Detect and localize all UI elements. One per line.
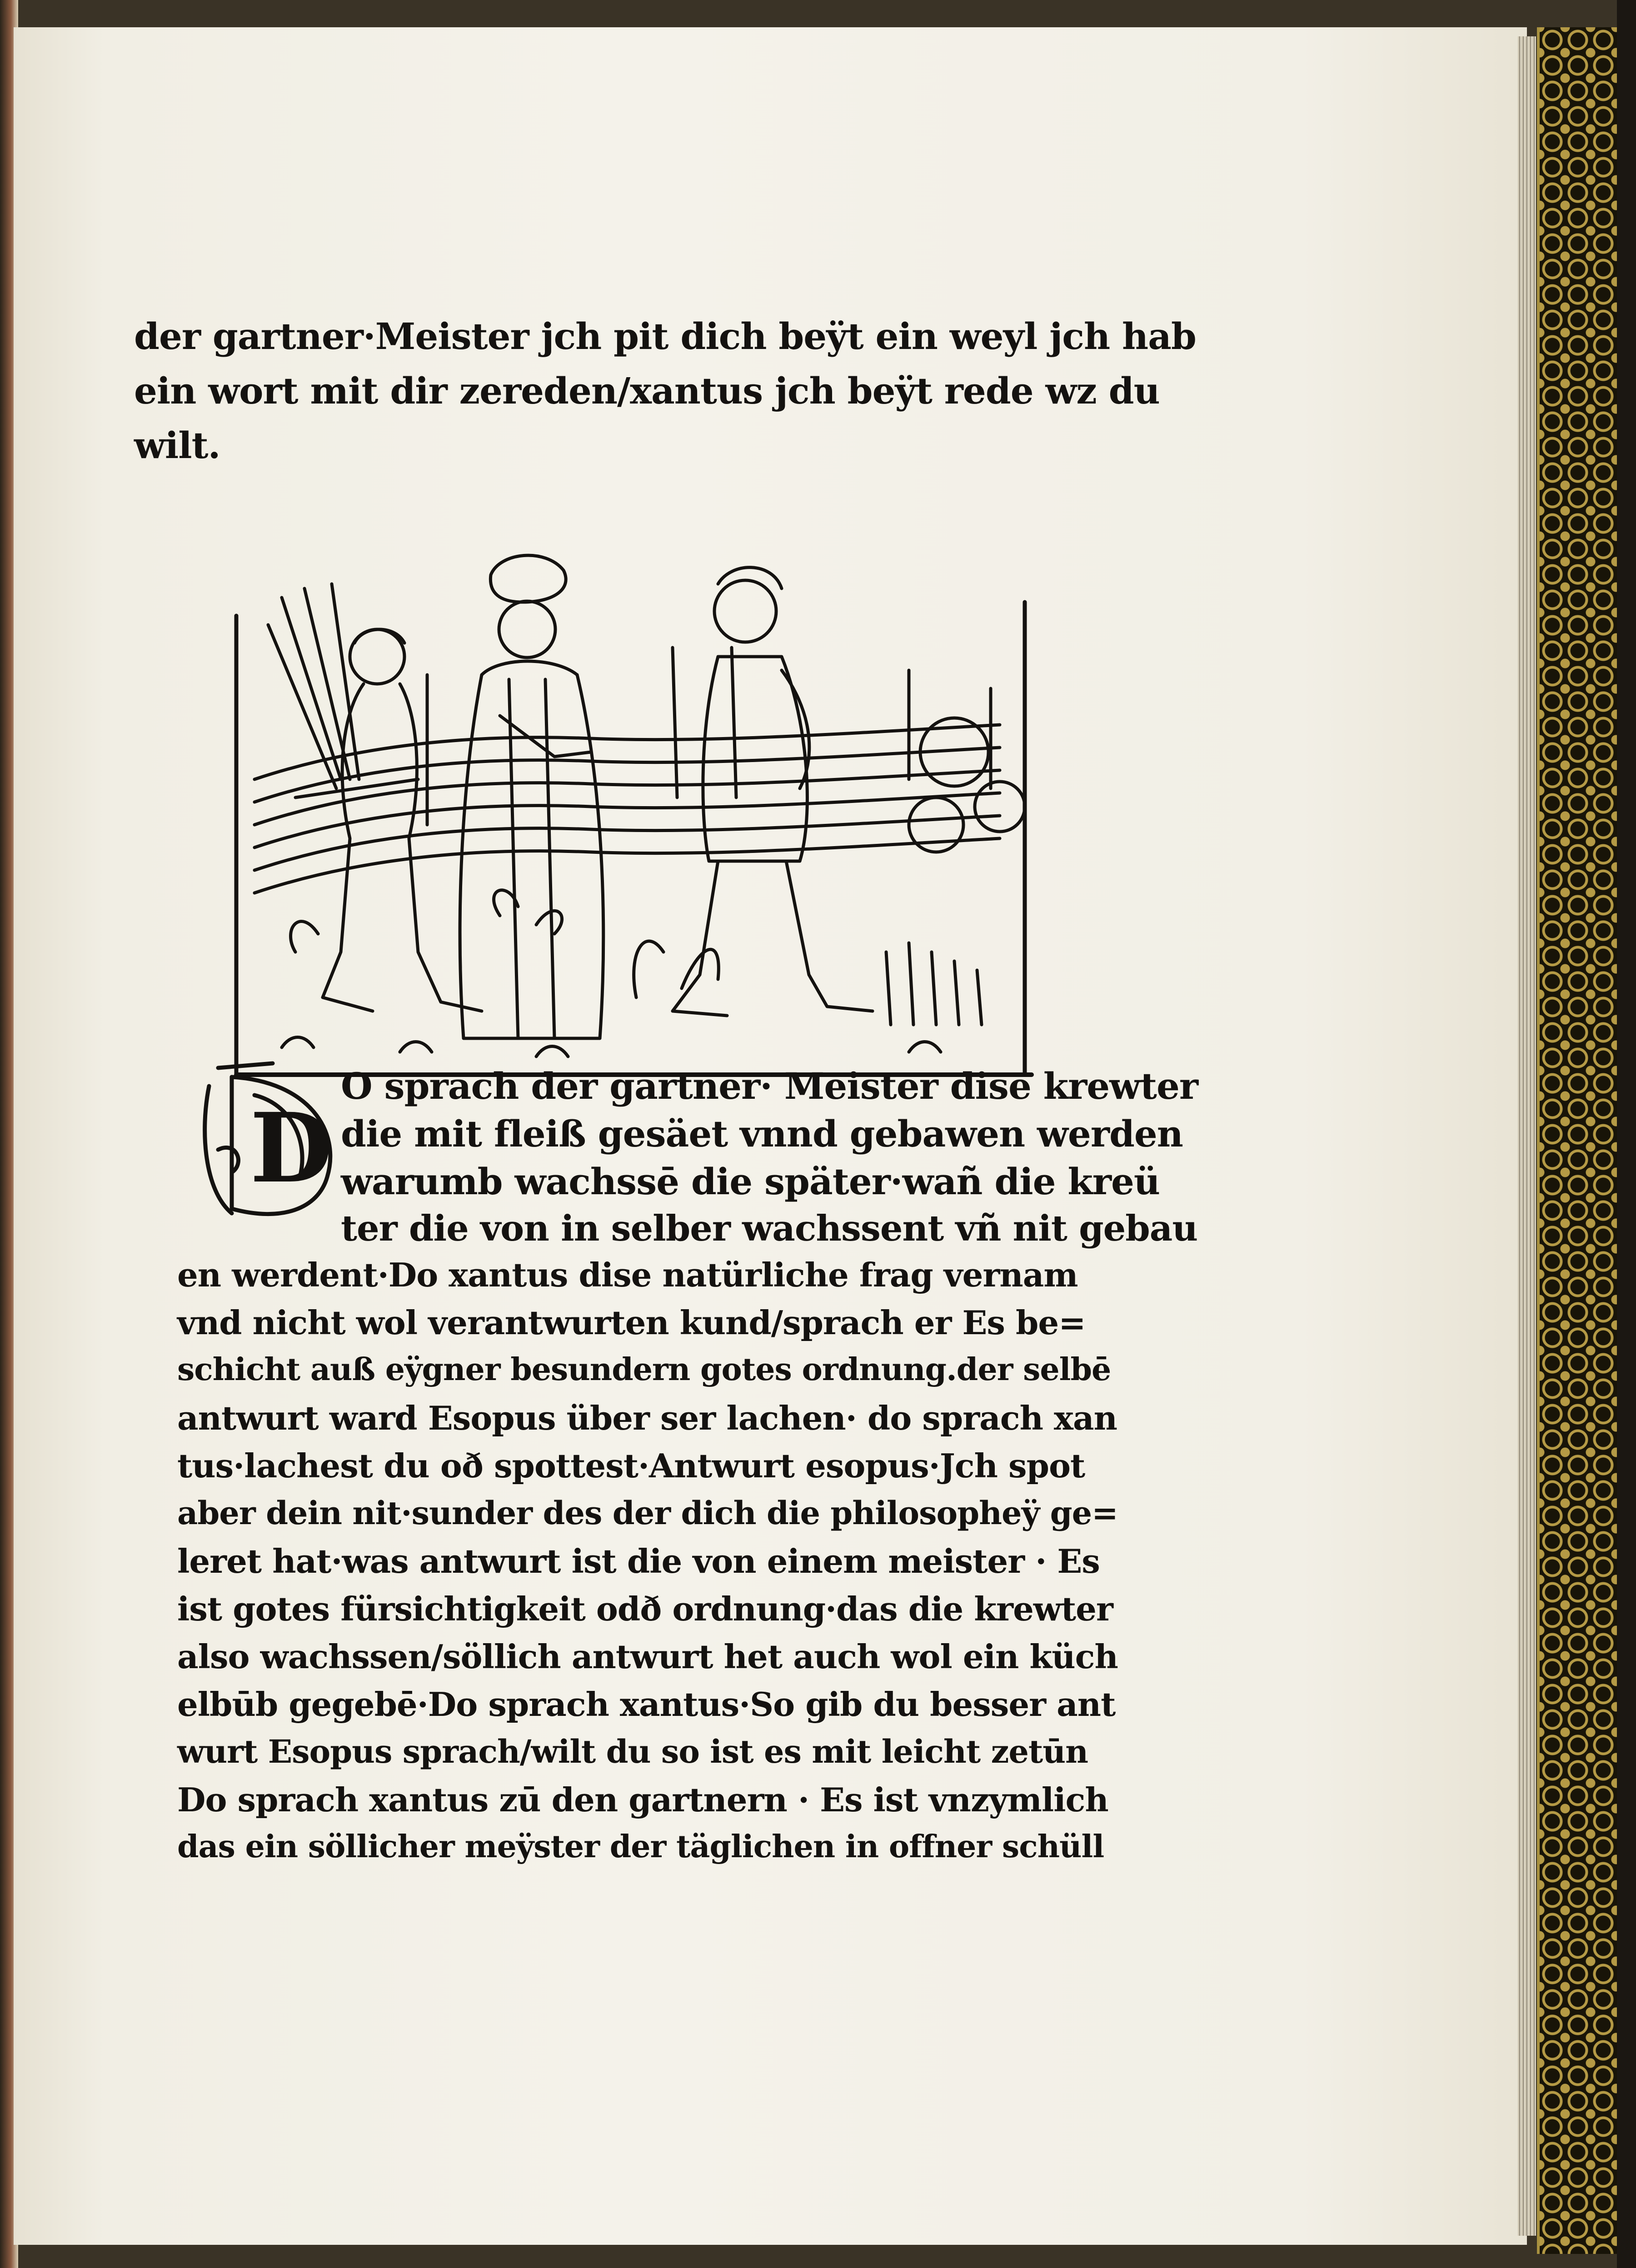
body-line-9: tus·lachest du oð spottest·Antwurt esopus·Jch spot	[177, 1446, 1085, 1485]
body-line-12: ist gotes fürsichtigkeit odð ordnung·das die krewter	[177, 1590, 1113, 1628]
woodcut-illustration	[227, 543, 1036, 1086]
initial-letter: D	[250, 1092, 333, 1204]
cover-outer-edge	[1617, 0, 1636, 2268]
body-line-4: ter die von in selber wachssent vñ nit gebau	[341, 1208, 1198, 1249]
body-line-13: also wachssen/söllich antwurt het auch wol ein küch	[177, 1637, 1118, 1676]
top-line-1: der gartner·Meister jch pit dich beÿt ein weyl jch hab	[134, 315, 1196, 358]
cover-ornament-border	[1537, 27, 1620, 2254]
body-line-7: schicht auß eÿgner besundern gotes ordnung.der selbē	[177, 1351, 1111, 1388]
top-line-2: ein wort mit dir zereden/xantus jch beÿt rede wz du	[134, 369, 1160, 412]
page	[14, 27, 1527, 2245]
body-line-14: elbūb gegebē·Do sprach xantus·So gib du besser ant	[177, 1685, 1116, 1724]
body-line-11: leret hat·was antwurt ist die von einem meister · Es	[177, 1542, 1100, 1580]
body-line-1: O sprach der gartner· Meister dise krewter	[341, 1065, 1198, 1107]
body-line-3: warumb wachssē die später·wañ die kreü	[341, 1160, 1160, 1203]
body-line-6: vnd nicht wol verantwurten kund/sprach er Es be=	[177, 1303, 1086, 1342]
body-line-15: wurt Esopus sprach/wilt du so ist es mit leicht zetūn	[177, 1733, 1088, 1770]
body-line-16: Do sprach xantus zū den gartnern · Es ist vnzymlich	[177, 1780, 1108, 1819]
body-line-10: aber dein nit·sunder des der dich die philosopheÿ ge=	[177, 1494, 1118, 1532]
top-line-3: wilt.	[134, 424, 220, 467]
body-line-2: die mit fleiß gesäet vnnd gebawen werden	[341, 1112, 1183, 1155]
body-line-8: antwurt ward Esopus über ser lachen· do sprach xan	[177, 1399, 1117, 1437]
page-edges	[1518, 36, 1536, 2236]
body-line-17: das ein söllicher meÿster der täglichen in offner schüll	[177, 1829, 1104, 1865]
body-line-5: en werdent·Do xantus dise natürliche frag vernam	[177, 1256, 1078, 1294]
initial-letter-ornament	[191, 1059, 354, 1231]
